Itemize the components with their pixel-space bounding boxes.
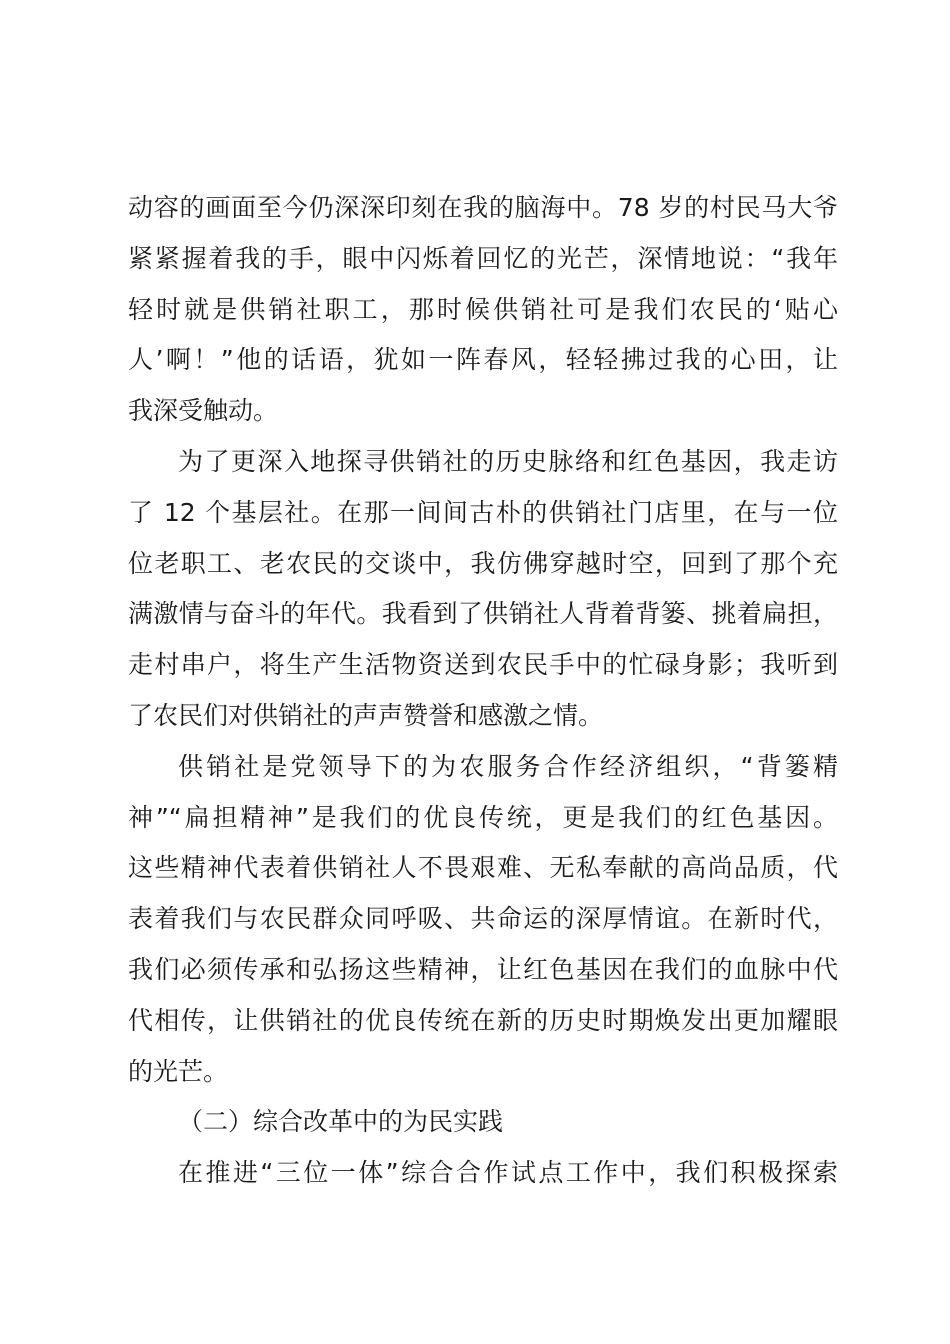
- paragraph-1-line-2: 紧紧握着我的手，眼中闪烁着回忆的光芒，深情地说：“我年: [128, 243, 838, 273]
- paragraph-2-line-3: 位老职工、老农民的交谈中，我仿佛穿越时空，回到了那个充: [128, 548, 838, 578]
- paragraph-2-line-1: 为了更深入地探寻供销社的历史脉络和红色基因，我走访: [178, 446, 838, 476]
- paragraph-3-line-6: 代相传，让供销社的优良传统在新的历史时期焕发出更加耀眼: [128, 1005, 838, 1035]
- paragraph-3-line-4: 表着我们与农民群众同呼吸、共命运的深厚情谊。在新时代，: [128, 904, 838, 934]
- paragraph-2-line-2: 了 12 个基层社。在那一间间古朴的供销社门店里，在与一位: [128, 497, 838, 527]
- paragraph-2-line-6: 了农民们对供销社的声声赞誉和感激之情。: [128, 700, 604, 730]
- body-text: [128, 183, 838, 1199]
- paragraph-1-line-1: 动容的画面至今仍深深印刻在我的脑海中。78 岁的村民马大爷: [128, 193, 838, 222]
- paragraph-1-line-5: 我深受触动。: [128, 396, 279, 426]
- paragraph-3-line-2: 神”“扁担精神”是我们的优良传统，更是我们的红色基因。: [128, 802, 838, 832]
- paragraph-4-line-1: 在推进“三位一体”综合合作试点工作中，我们积极探索: [178, 1158, 838, 1188]
- paragraph-3-line-3: 这些精神代表着供销社人不畏艰难、无私奉献的高尚品质，代: [128, 853, 838, 883]
- section-heading: （二）综合改革中的为民实践: [178, 1107, 504, 1137]
- paragraph-1-line-3: 轻时就是供销社职工，那时候供销社可是我们农民的‘贴心: [128, 294, 838, 324]
- paragraph-3-line-1: 供销社是党领导下的为农服务合作经济组织，“背篓精: [178, 751, 838, 781]
- paragraph-2-line-4: 满激情与奋斗的年代。我看到了供销社人背着背篓、挑着扁担，: [128, 599, 838, 629]
- paragraph-2-line-5: 走村串户，将生产生活物资送到农民手中的忙碌身影；我听到: [128, 650, 838, 680]
- paragraph-1-line-4: 人’啊！”他的话语，犹如一阵春风，轻轻拂过我的心田，让: [128, 345, 838, 375]
- paragraph-3-line-7: 的光芒。: [128, 1056, 229, 1086]
- paragraph-3-line-5: 我们必须传承和弘扬这些精神，让红色基因在我们的血脉中代: [128, 954, 838, 984]
